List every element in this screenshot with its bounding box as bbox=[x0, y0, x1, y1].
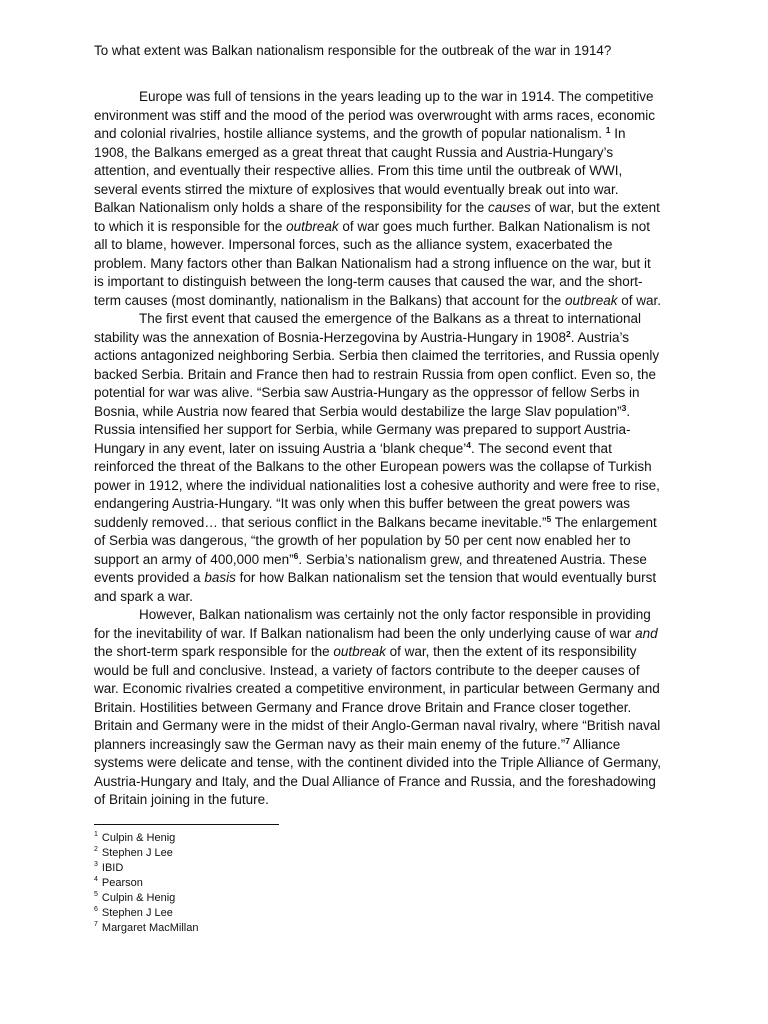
footnotes-list bbox=[94, 831, 394, 936]
footnote-text: Stephen J Lee bbox=[101, 907, 173, 919]
paragraph-text: of war, then the extent of its responsibility would be full and conclusive. Instead, a variety of factors contribute to the deeper causes of war. Economic rivalries created a competitive environment, in particular between Germany and Britain. Hostilities between Germany and France drove Britain and France closer together. Britain and Germany were in the midst of their Anglo-German naval rivalry, where “British naval planners increasingly saw the German navy as their main enemy of the future.” bbox=[94, 644, 661, 752]
footnote-text: Culpin & Henig bbox=[101, 892, 176, 904]
footnote-text: Pearson bbox=[101, 877, 143, 889]
essay-title: To what extent was Balkan nationalism responsible for the outbreak of the war in 1914? bbox=[94, 43, 612, 58]
footnote-number: 4 bbox=[94, 876, 98, 883]
footnote-number: 7 bbox=[94, 921, 98, 928]
footnote-number: 3 bbox=[94, 861, 98, 868]
footnote-text: IBID bbox=[101, 862, 124, 874]
paragraph-text: the short-term spark responsible for the bbox=[94, 644, 334, 659]
footnote-text: Margaret MacMillan bbox=[101, 922, 199, 934]
paragraph-text: of war. bbox=[617, 292, 662, 308]
paragraph bbox=[94, 310, 662, 606]
footnote-number: 5 bbox=[94, 891, 98, 898]
paragraph bbox=[94, 88, 662, 310]
footnote-number: 1 bbox=[94, 831, 98, 838]
emphasis-text: outbreak bbox=[564, 292, 618, 308]
footnote bbox=[94, 906, 394, 921]
footnote-ref: 7 bbox=[565, 735, 570, 746]
paragraph-text: . The second event that reinforced the threat of the Balkans to the other European powers was the collapse of Turkish power in 1912, where the individual nationalities lost a cohesive authority and were free to rise, endangering Austria-Hungary. “It was only when this buffer between the great powers was suddenly removed… that serious conflict in the Balkans became inevitable.” bbox=[94, 440, 660, 530]
footnote-ref: 6 bbox=[293, 550, 299, 561]
paragraph-text: for how Balkan nationalism set the tension that would eventually burst and spark a war. bbox=[94, 570, 657, 604]
footnote bbox=[94, 921, 394, 936]
footnote-text: Culpin & Henig bbox=[101, 832, 176, 844]
paragraph-text: of war goes much further. Balkan Nationalism is not all to blame, however. Impersonal forces, such as the alliance system, exacerbated the problem. Many factors other than Balkan Nationalism had a strong influence on the war, but it is important to distinguish between the long-term causes that caused the war, and the short-term causes (most dominantly, nationalism in the Balkans) that account for the bbox=[94, 218, 651, 308]
footnote-number: 6 bbox=[94, 906, 98, 913]
footnote-ref: 1 bbox=[605, 125, 611, 135]
emphasis-text: outbreak bbox=[286, 218, 339, 234]
paragraph-text: . Russia intensified her support for Serbia, while Germany was prepared to support Austria-Hungary in any event, later on issuing Austria a ‘blank cheque’ bbox=[94, 403, 631, 456]
emphasis-text: basis bbox=[204, 570, 236, 585]
footnote-number: 2 bbox=[94, 846, 98, 853]
emphasis-text: and bbox=[635, 625, 658, 641]
footnote-ref: 3 bbox=[621, 402, 627, 413]
footnote-text: Stephen J Lee bbox=[101, 847, 173, 859]
footnote bbox=[94, 831, 394, 846]
footnote bbox=[94, 846, 394, 861]
paragraph-text: In 1908, the Balkans emerged as a great threat that caught Russia and Austria-Hungary’s attention, and eventually their respective allies. From this time until the outbreak of WWI, several events stirred the mixture of explosives that would eventually break out into war. Balkan Nationalism only holds a share of the responsibility for the bbox=[94, 126, 626, 215]
paragraph-text: However, Balkan nationalism was certainly not the only factor responsible in providing for the inevitability of war. If Balkan nationalism had been the only underlying cause of war bbox=[94, 607, 651, 641]
footnote-ref: 2 bbox=[566, 328, 571, 339]
paragraph-text: Alliance systems were delicate and tense, with the continent divided into the Triple Alliance of Germany, Austria-Hungary and Italy, and the Dual Alliance of France and Russia, and the foreshadowing of Britain joining in the future. bbox=[94, 736, 662, 807]
footnote bbox=[94, 876, 394, 891]
paragraph-text: . Austria’s actions antagonized neighboring Serbia. Serbia then claimed the territories, and Russia openly backed Serbia. Britain and France then had to restrain Russia from open conflict. Even so, the potential for war was alive. “Serbia saw Austria-Hungary as the oppressor of fellow Serbs in Bosnia, while Austria now feared that Serbia would destabilize the large Slav population” bbox=[94, 329, 660, 419]
paragraph-text: Europe was full of tensions in the years leading up to the war in 1914. The competitive environment was stiff and the mood of the period was overwrought with arms races, economic and colonial rivalries, hostile alliance systems, and the growth of popular nationalism. bbox=[94, 89, 656, 141]
paragraph bbox=[94, 606, 662, 810]
footnote-ref: 5 bbox=[546, 513, 552, 524]
emphasis-text: causes bbox=[487, 200, 531, 215]
paragraph-text: The first event that caused the emergence of the Balkans as a threat to international stability was the annexation of Bosnia-Herzegovina by Austria-Hungary in 1908 bbox=[94, 311, 642, 345]
paragraph-text: . Serbia’s nationalism grew, and threatened Austria. These events provided a bbox=[94, 551, 647, 585]
essay-body bbox=[94, 88, 662, 810]
footnote-divider bbox=[94, 824, 279, 825]
footnote bbox=[94, 861, 394, 876]
footnote-ref: 4 bbox=[466, 439, 471, 450]
paragraph-text: The enlargement of Serbia was dangerous, “the growth of her population by 50 per cent now enabled her to support an army of 400,000 men” bbox=[94, 514, 657, 567]
footnote bbox=[94, 891, 394, 906]
emphasis-text: outbreak bbox=[333, 644, 386, 659]
paragraph-text: of war, but the extent to which it is responsible for the bbox=[94, 200, 660, 234]
